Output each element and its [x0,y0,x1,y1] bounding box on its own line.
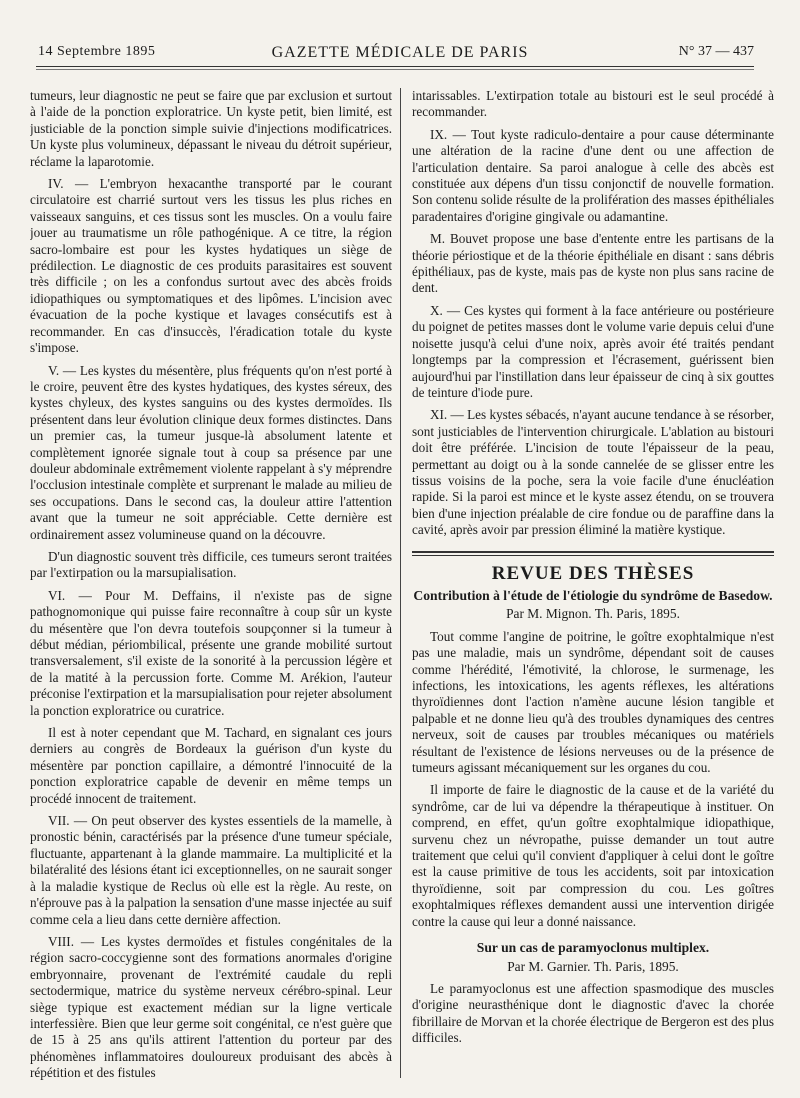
paragraph: IX. — Tout kyste radiculo-dentaire a pour cause déterminante une altération de la racine d'une dent ou une affection de l'articulation dentaire. Sa paroi analogue à celle des abcès est constituée aux dépens d'un tissu conjonctif de nouvelle formation. Son contenu solide résulte de la prolifération des masses épithéliales paradentaires d'origine gingivale ou adamantine. [412,126,774,224]
paragraph: IV. — L'embryon hexacanthe transporté par le courant circulatoire est charrié surtout vers les tissus les plus riches en vaisseaux sanguins, et ces tissus sont les muscles. On a voulu faire jouer au traumatisme un rôle pathogénique. A ce titre, la région sacro-lombaire est pour les kystes hydatiques un siège de prédilection. Le diagnostic de ces produits parasitaires est souvent très difficile ; on les a confondus surtout avec des abcès froids idiopathiques ou symptomatiques et des lipômes. L'incision avec évacuation de la poche kystique et lavages consécutifs est à recommander. En cas d'insuccès, l'éradication totale du kyste s'impose. [30,176,392,356]
right-column [412,88,774,1088]
paragraph: VI. — Pour M. Deffains, il n'existe pas de signe pathognomonique qui puisse faire reconnaître à coup sûr un kyste du mésentère que l'on devra toutefois soupçonner si la tumeur à début médian, périombilical, présente une grande mobilité surtout transversalement, s'il existe de la sonorité à la percussion légère et de la matité à la percussion forte. Comme M. Arékion, l'auteur préconise l'extirpation et la marsupialisation pour rejeter absolument la ponction exploratrice ou curatrice. [30,587,392,718]
article-byline: Par M. Garnier. Th. Paris, 1895. [507,958,679,974]
paragraph: X. — Ces kystes qui forment à la face antérieure ou postérieure du poignet de petites masses dont le volume varie depuis celui d'une noisette jusqu'à celui d'une noix, après avoir été traités pendant longtemps par la compression et l'écrasement, guérissent bien aujourd'hui par l'instillation dans leur épaisseur de cinq à six gouttes de teinture d'iode pure. [412,302,774,400]
paragraph: M. Bouvet propose une base d'entente entre les partisans de la théorie périostique et de la théorie épithéliale en disant : sans débris épithéliaux, pas de kyste, mais pas de kyste non plus sans racine de dent. [412,231,774,296]
paragraph: tumeurs, leur diagnostic ne peut se faire que par exclusion et surtout à l'aide de la ponction exploratrice. Un kyste petit, bien limité, est justiciable de la ponction simple suivie d'injections modificatrices. Un kyste plus volumineux, dépassant le niveau du détroit supérieur, réclame la laparotomie. [30,88,392,169]
paragraph: Tout comme l'angine de poitrine, le goître exophtalmique n'est pas une maladie, mais un syndrôme, dépendant soit de causes comme l'hérédité, l'émotivité, la chlorose, le surmenage, les infections, les intoxications, les agents réflexes, les altérations thyroïdiennes dont l'action n'amène aucune lésion tangible et palpable et ne donne lieu qu'à des troubles dynamiques des centres nerveux, soit de causes par troubles mécaniques ou matériels résultant de l'existence de lésions nerveuses ou de la présence de tumeurs agissant mécaniquement sur les organes du cou. [412,628,774,776]
page-number: N° 37 — 437 [678,44,754,59]
left-column [30,88,392,1088]
paragraph: VIII. — Les kystes dermoïdes et fistules congénitales de la région sacro-coccygienne sont des formations anormales d'origine embryonnaire, provenant de l'extrémité caudale du repli sectodermique, matrice du système nerveux cérébro-spinal. Leur siège typique est exactement médian sur la ligne verticale interfessière. Bien que leur germe soit congénital, ce n'est guère que de 15 à 25 ans qu'ils attirent l'attention du porteur par des phénomènes inflammatoires douloureux produisant des abcès à répétition et des fistules [30,933,392,1081]
paragraph: intarissables. L'extirpation totale au bistouri est le seul procédé à recommander. [412,88,774,120]
paragraph: Il est à noter cependant que M. Tachard, en signalant ces jours derniers au congrès de Bordeaux la guérison d'un kyste du mésentère par ponction capillaire, a démontré l'innocuité de la ponction exploratrice capable de devenir en même temps un procédé innocent de traitement. [30,725,392,806]
header-rule-secondary [36,69,754,70]
paragraph: D'un diagnostic souvent très difficile, ces tumeurs seront traitées par l'extirpation ou la marsupialisation. [30,548,392,581]
paragraph: XI. — Les kystes sébacés, n'ayant aucune tendance à se résorber, sont justiciables de l'intervention chirurgicale. L'ablation au bistouri doit être préférée. L'incision de toute l'épaisseur de la peau, permettant au doigt ou à la sonde cannelée de se glisser entre les tissus voisins de la poche, sera la voie facile d'une énucléation rapide. Si la paroi est mince et le kyste assez étendu, on se trouvera bien d'une injection préalable de cire fondue ou de paraffine dans la cavité, après avoir par pression éliminé la matière kystique. [412,407,774,538]
paragraph: V. — Les kystes du mésentère, plus fréquents qu'on n'est porté à le croire, peuvent être des kystes hydatiques, des kystes séreux, des kystes chyleux, des kystes sanguins ou des kystes dermoïdes. Ils présentent dans leur évolution clinique deux formes distinctes. Dans un premier cas, la tumeur jusque-là absolument latente et complètement ignorée signale tout à coup sa présence par une douleur abdominale extrêmement violente rappelant à s'y méprendre l'occlusion intestinale complète et surprenant le malade au milieu de ses occupations. Dans le second cas, la douleur attire l'attention avant que la tumeur ne soit appréciable. Cette dernière est ordinairement assez volumineuse quand on la découvre. [30,362,392,542]
paragraph: VII. — On peut observer des kystes essentiels de la mamelle, à pronostic bénin, caractérisés par la présence d'une tumeur spéciale, fluctuante, appartenant à la glande mammaire. La multiplicité et la bilatéralité des lésions étant ici exceptionnelles, on ne saurait songer à la maladie kystique de Reclus où elle est la règle. Au reste, on n'éprouve pas à la palpation la sensation d'une masse injectée au suif comme cela a lieu dans cette dernière affection. [30,813,392,927]
issue-date: 14 Septembre 1895 [38,44,156,59]
paragraph: Le paramyoclonus est une affection spasmodique des muscles d'origine neurasthénique dont le diagnostic d'avec la chorée fibrillaire de Morvan et la chorée électrique de Bergeron est des plus difficiles. [412,980,774,1046]
page-header [0,0,800,70]
article-byline: Par M. Mignon. Th. Paris, 1895. [506,606,680,622]
section-separator [412,551,774,556]
article-title: Contribution à l'étude de l'étiologie du syndrôme de Basedow. [413,587,773,603]
column-divider [400,88,401,1078]
journal-title: GAZETTE MÉDICALE DE PARIS [271,44,529,61]
section-title: REVUE DES THÈSES [491,562,695,584]
article-title: Sur un cas de paramyoclonus multiplex. [476,940,710,956]
paragraph: Il importe de faire le diagnostic de la cause et de la variété du syndrôme, car de lui va dépendre la thérapeutique à instituer. On comprend, en effet, qu'un goître exophtalmique idiopathique, survenu chez un névropathe, puisse demander un tout autre traitement que celui qu'il convient d'appliquer à celui dont le goître est la cause primitive de tous les accidents, soit par intoxication thyroïdienne, soit par compression du cou. Les goîtres exophtalmiques réflexes demandent aussi une intervention dirigée contre la cause qui leur a donné naissance. [412,782,774,929]
header-rule [36,66,754,67]
